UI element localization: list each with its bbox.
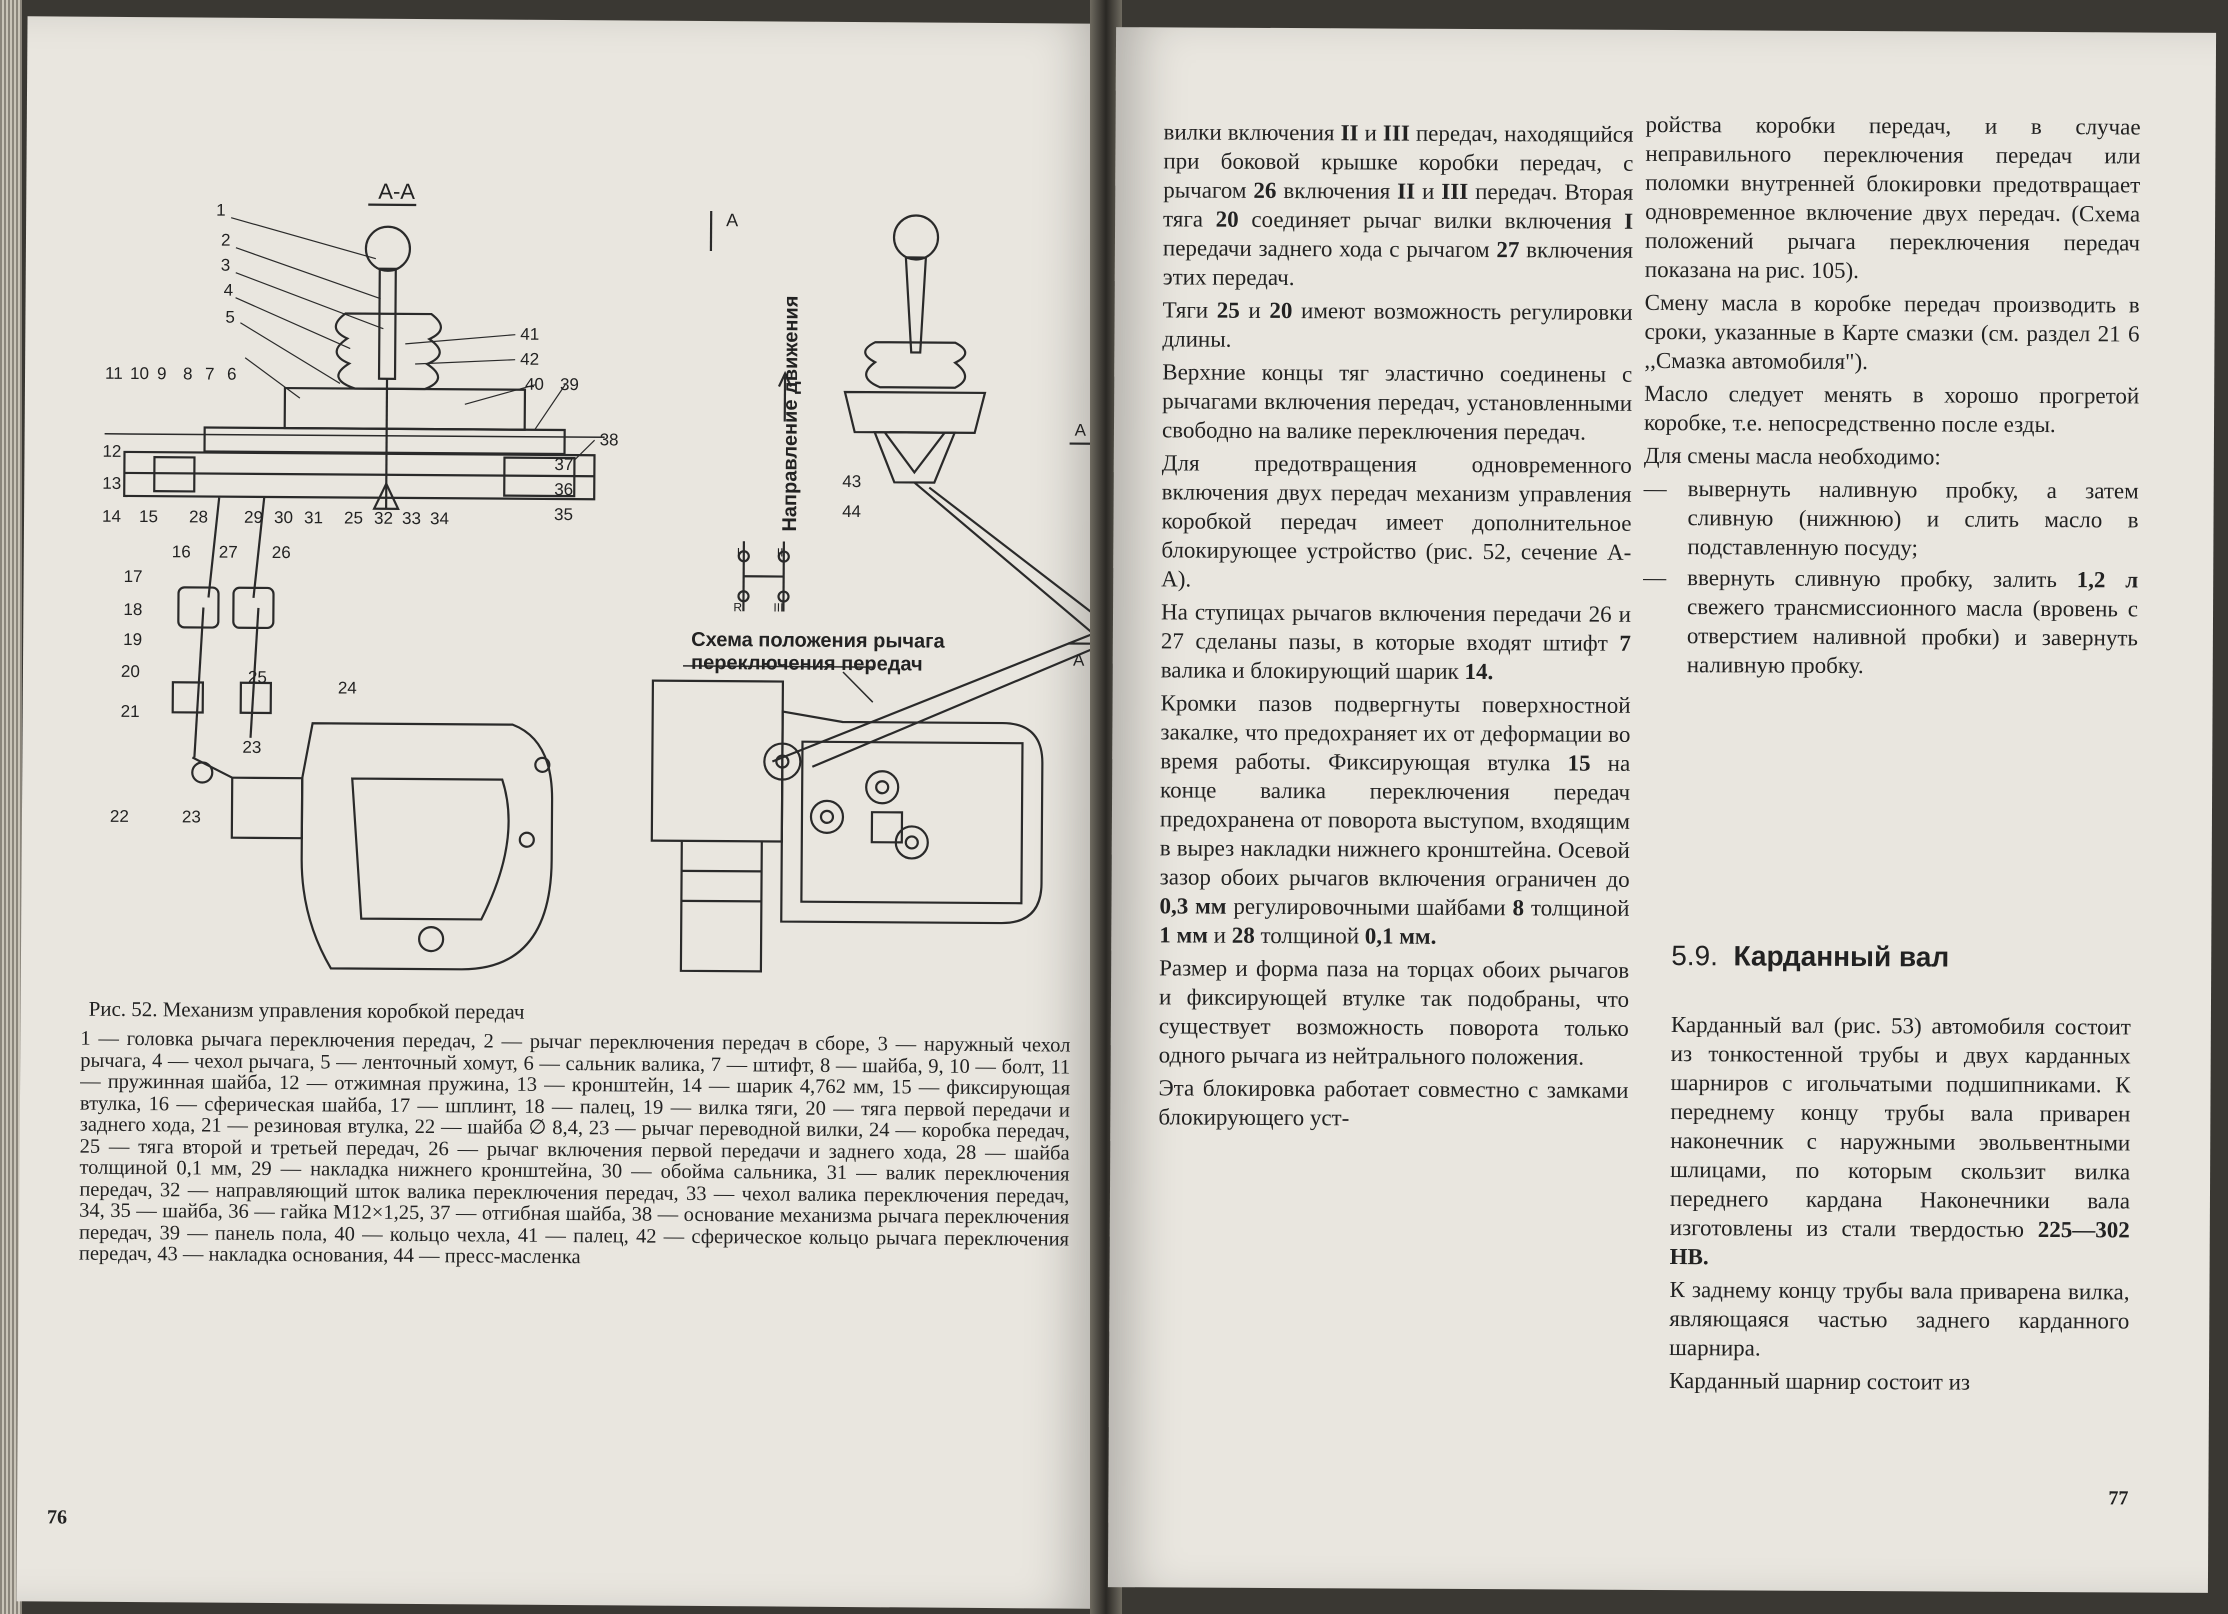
col2-paragraph: Смену масла в коробке передач производить в сроки, указанные в Карте смазки (см. раздел 21 6 ,,Смазка автомобиля"). — [1644, 289, 2140, 375]
direction-label: Направление движения — [778, 295, 803, 532]
svg-text:17: 17 — [123, 566, 143, 587]
oil-change-steps — [1643, 474, 2139, 682]
svg-text:13: 13 — [102, 473, 122, 493]
right-page — [1108, 27, 2216, 1593]
svg-text:20: 20 — [120, 661, 140, 682]
section-a-label: А — [726, 210, 739, 231]
col3-paragraph: Карданный шарнир состоит из — [1668, 1368, 1971, 1395]
svg-text:1: 1 — [216, 200, 226, 220]
page-number-right: 77 — [2108, 1487, 2129, 1510]
svg-text:39: 39 — [559, 374, 579, 395]
col2-paragraph: ройства коробки передач, и в случае неправильного переключения передач или поломки внутренней блокировки предотвращает одновременное включение двух передач. (Схема положений рычага переключения передач показана на рис. 105). — [1644, 111, 2141, 284]
svg-text:36: 36 — [554, 479, 574, 500]
svg-text:44: 44 — [842, 501, 862, 522]
svg-text:38: 38 — [599, 430, 619, 450]
text-column-1 — [1158, 117, 1633, 1137]
svg-text:25: 25 — [247, 667, 267, 687]
text-column-2 — [1643, 110, 2141, 684]
svg-text:10: 10 — [129, 363, 150, 384]
col1-paragraph: Тяги 25 и 20 имеют возможность регулировки длины. — [1162, 297, 1633, 352]
svg-text:11: 11 — [104, 363, 123, 383]
svg-text:R: R — [733, 600, 743, 615]
section-heading — [1671, 940, 1949, 973]
section-title: Карданный вал — [1733, 940, 1950, 973]
svg-text:41: 41 — [520, 324, 540, 344]
text-column-3 — [1669, 1010, 2131, 1401]
svg-text:А: А — [1073, 650, 1085, 670]
svg-text:8: 8 — [182, 364, 193, 384]
svg-text:29: 29 — [243, 507, 264, 527]
section-aa-label: А-А — [378, 178, 416, 204]
svg-text:14: 14 — [101, 506, 122, 526]
col3-paragraph: Карданный вал (рис. 53) автомобиля состоит из тонкостенной трубы и двух карданных шарниров с игольчатыми подшипниками. К переднему концу трубы вала приварен наконечник с наружными эвольвентными шлицами, по которым скользит вилка переднего кардана Наконечники вала изготовлены из стали твердостью 225—302 НВ. — [1669, 1012, 2131, 1270]
svg-text:40: 40 — [524, 374, 544, 394]
svg-text:43: 43 — [842, 471, 862, 492]
figure-52-diagram — [81, 137, 1097, 994]
svg-text:2: 2 — [220, 230, 231, 250]
col3-paragraph: К заднему концу трубы вала приварена вилка, являющаяся частью заднего карданного шарнира. — [1669, 1277, 2130, 1361]
svg-text:32: 32 — [373, 508, 394, 528]
svg-text:30: 30 — [273, 507, 294, 528]
svg-text:23: 23 — [181, 807, 201, 827]
svg-text:6: 6 — [226, 364, 237, 384]
col2-paragraph: Масло следует менять в хорошо прогретой коробке, т.е. непосредственно после езды. — [1643, 380, 2140, 438]
svg-text:22: 22 — [109, 806, 129, 826]
list-item: — вывернуть наливную пробку, а затем сливную (нижнюю) и слить масло в подставленную посуду; — [1643, 474, 2138, 564]
svg-text:7: 7 — [204, 364, 215, 384]
page-number-left: 76 — [46, 1506, 68, 1529]
svg-text:9: 9 — [156, 364, 167, 384]
svg-text:28: 28 — [188, 507, 209, 527]
section-number: 5.9. — [1671, 940, 1719, 972]
svg-text:16: 16 — [171, 542, 191, 562]
svg-text:5: 5 — [225, 307, 235, 327]
svg-text:23: 23 — [242, 737, 262, 757]
svg-text:21: 21 — [120, 701, 140, 722]
col1-paragraph: Размер и форма паза на торцах обоих рычагов и фиксирующей втулке так подобраны, что существует возможность поворота только одного рычага из нейтрального положения. — [1158, 955, 1630, 1070]
svg-text:12: 12 — [102, 441, 122, 461]
list-item: — ввернуть сливную пробку, залить 1,2 л свежего трансмиссионного масла (вровень с отверстием наливной пробки) и завернуть наливную пробку. — [1643, 563, 2139, 682]
col1-paragraph: Эта блокировка работает совместно с замками блокирующего уст- — [1158, 1075, 1629, 1131]
svg-text:35: 35 — [554, 504, 574, 525]
figure-caption-title: Рис. 52. Механизм управления коробкой передач — [88, 996, 525, 1024]
col1-paragraph: Для предотвращения одновременного включения двух передач механизм управления коробкой передач имеет дополнительное блокирующее устройство (рис. 52, сечение А-А). — [1161, 450, 1632, 592]
svg-text:25: 25 — [343, 508, 364, 528]
svg-text:А: А — [1074, 420, 1087, 440]
svg-text:19: 19 — [123, 629, 143, 650]
svg-text:34: 34 — [429, 509, 450, 529]
svg-text:42: 42 — [520, 349, 540, 369]
svg-text:24: 24 — [337, 678, 357, 698]
svg-text:II: II — [776, 545, 784, 560]
svg-text:15: 15 — [138, 507, 159, 527]
left-page — [16, 16, 1105, 1608]
svg-text:31: 31 — [303, 508, 324, 528]
scheme-title-line1: Схема положения рычага — [691, 628, 945, 653]
figure-legend: 1 — головка рычага переключения передач, 2 — рычаг переключения передач в сборе, 3 — наружный чехол рычага, 4 — чехол рычага, 5 — ленточный хомут, 6 — сальник валика, 7 — штифт, 8 — шайба, 9, 10 — болт, 11 — пружинная шайба, 12 — отжимная пружина, 13 — кронштейн, 14 — шарик 4,762 мм, 15 — фиксирующая втулка, 16 — сферическая шайба, 17 — шплинт, 18 — палец, 19 — вилка тяги, 20 — тяга первой передачи и заднего хода, 21 — резиновая втулка, 22 — шайба ∅ 8,4, 23 — рычаг переводной вилки, 24 — коробка передач, 25 — тяга второй и третьей передач, 26 — рычаг включения первой передачи и заднего хода, 28 — шайба толщиной 0,1 мм, 29 — накладка нижнего кронштейна, 30 — обойма сальника, 31 — валик переключения передач, 32 — направляющий шток валика переключения передач, 33 — чехол валика переключения передач, 34, 35 — шайба, 36 — гайка М12×1,25, 37 — отгибная шайба, 38 — основание механизма рычага переключения передач, 39 — панель пола, 40 — кольцо чехла, 41 — палец, 42 — сферическое кольцо рычага переключения передач, 43 — накладка основания, 44 — пресс-масленка — [78, 1027, 1071, 1269]
svg-text:27: 27 — [218, 542, 238, 562]
col1-paragraph: Верхние концы тяг эластично соединены с рычагами включения передач, установленными свободно на валике переключения передач. — [1161, 359, 1633, 445]
col1-paragraph: На ступицах рычагов включения передачи 26 и 27 сделаны пазы, в которые входят штифт 7 валика и блокирующий шарик 14. — [1160, 599, 1632, 685]
svg-text:I: I — [736, 545, 741, 560]
svg-text:26: 26 — [271, 542, 291, 563]
svg-text:37: 37 — [554, 454, 574, 475]
col2-paragraph: Для смены масла необходимо: — [1643, 442, 1941, 470]
svg-text:18: 18 — [123, 599, 143, 620]
col1-paragraph: вилки включения II и III передач, находящийся при боковой крышке коробки передач, с рычагом 26 включения II и III передач. Вторая тяга 20 соединяет рычаг вилки включения I передачи заднего хода с рычагом 27 включения этих передач. — [1162, 119, 1634, 291]
col1-paragraph: Кромки пазов подвергнуты поверхностной закалке, что предохраняет их от деформации во время работы. Фиксирующая втулка 15 на конце валика переключения передач предохранена от поворота выступом, входящим в вырез накладки нижнего кронштейна. Осевой зазор обоих рычагов включения ограничен до 0,3 мм регулировочными шайбами 8 толщиной 1 мм и 28 толщиной 0,1 мм. — [1159, 690, 1631, 949]
svg-text:III: III — [773, 600, 784, 615]
svg-text:3: 3 — [220, 255, 231, 275]
scheme-title-line2: переключения передач — [690, 651, 923, 676]
svg-text:4: 4 — [223, 280, 234, 300]
svg-text:33: 33 — [401, 508, 422, 529]
